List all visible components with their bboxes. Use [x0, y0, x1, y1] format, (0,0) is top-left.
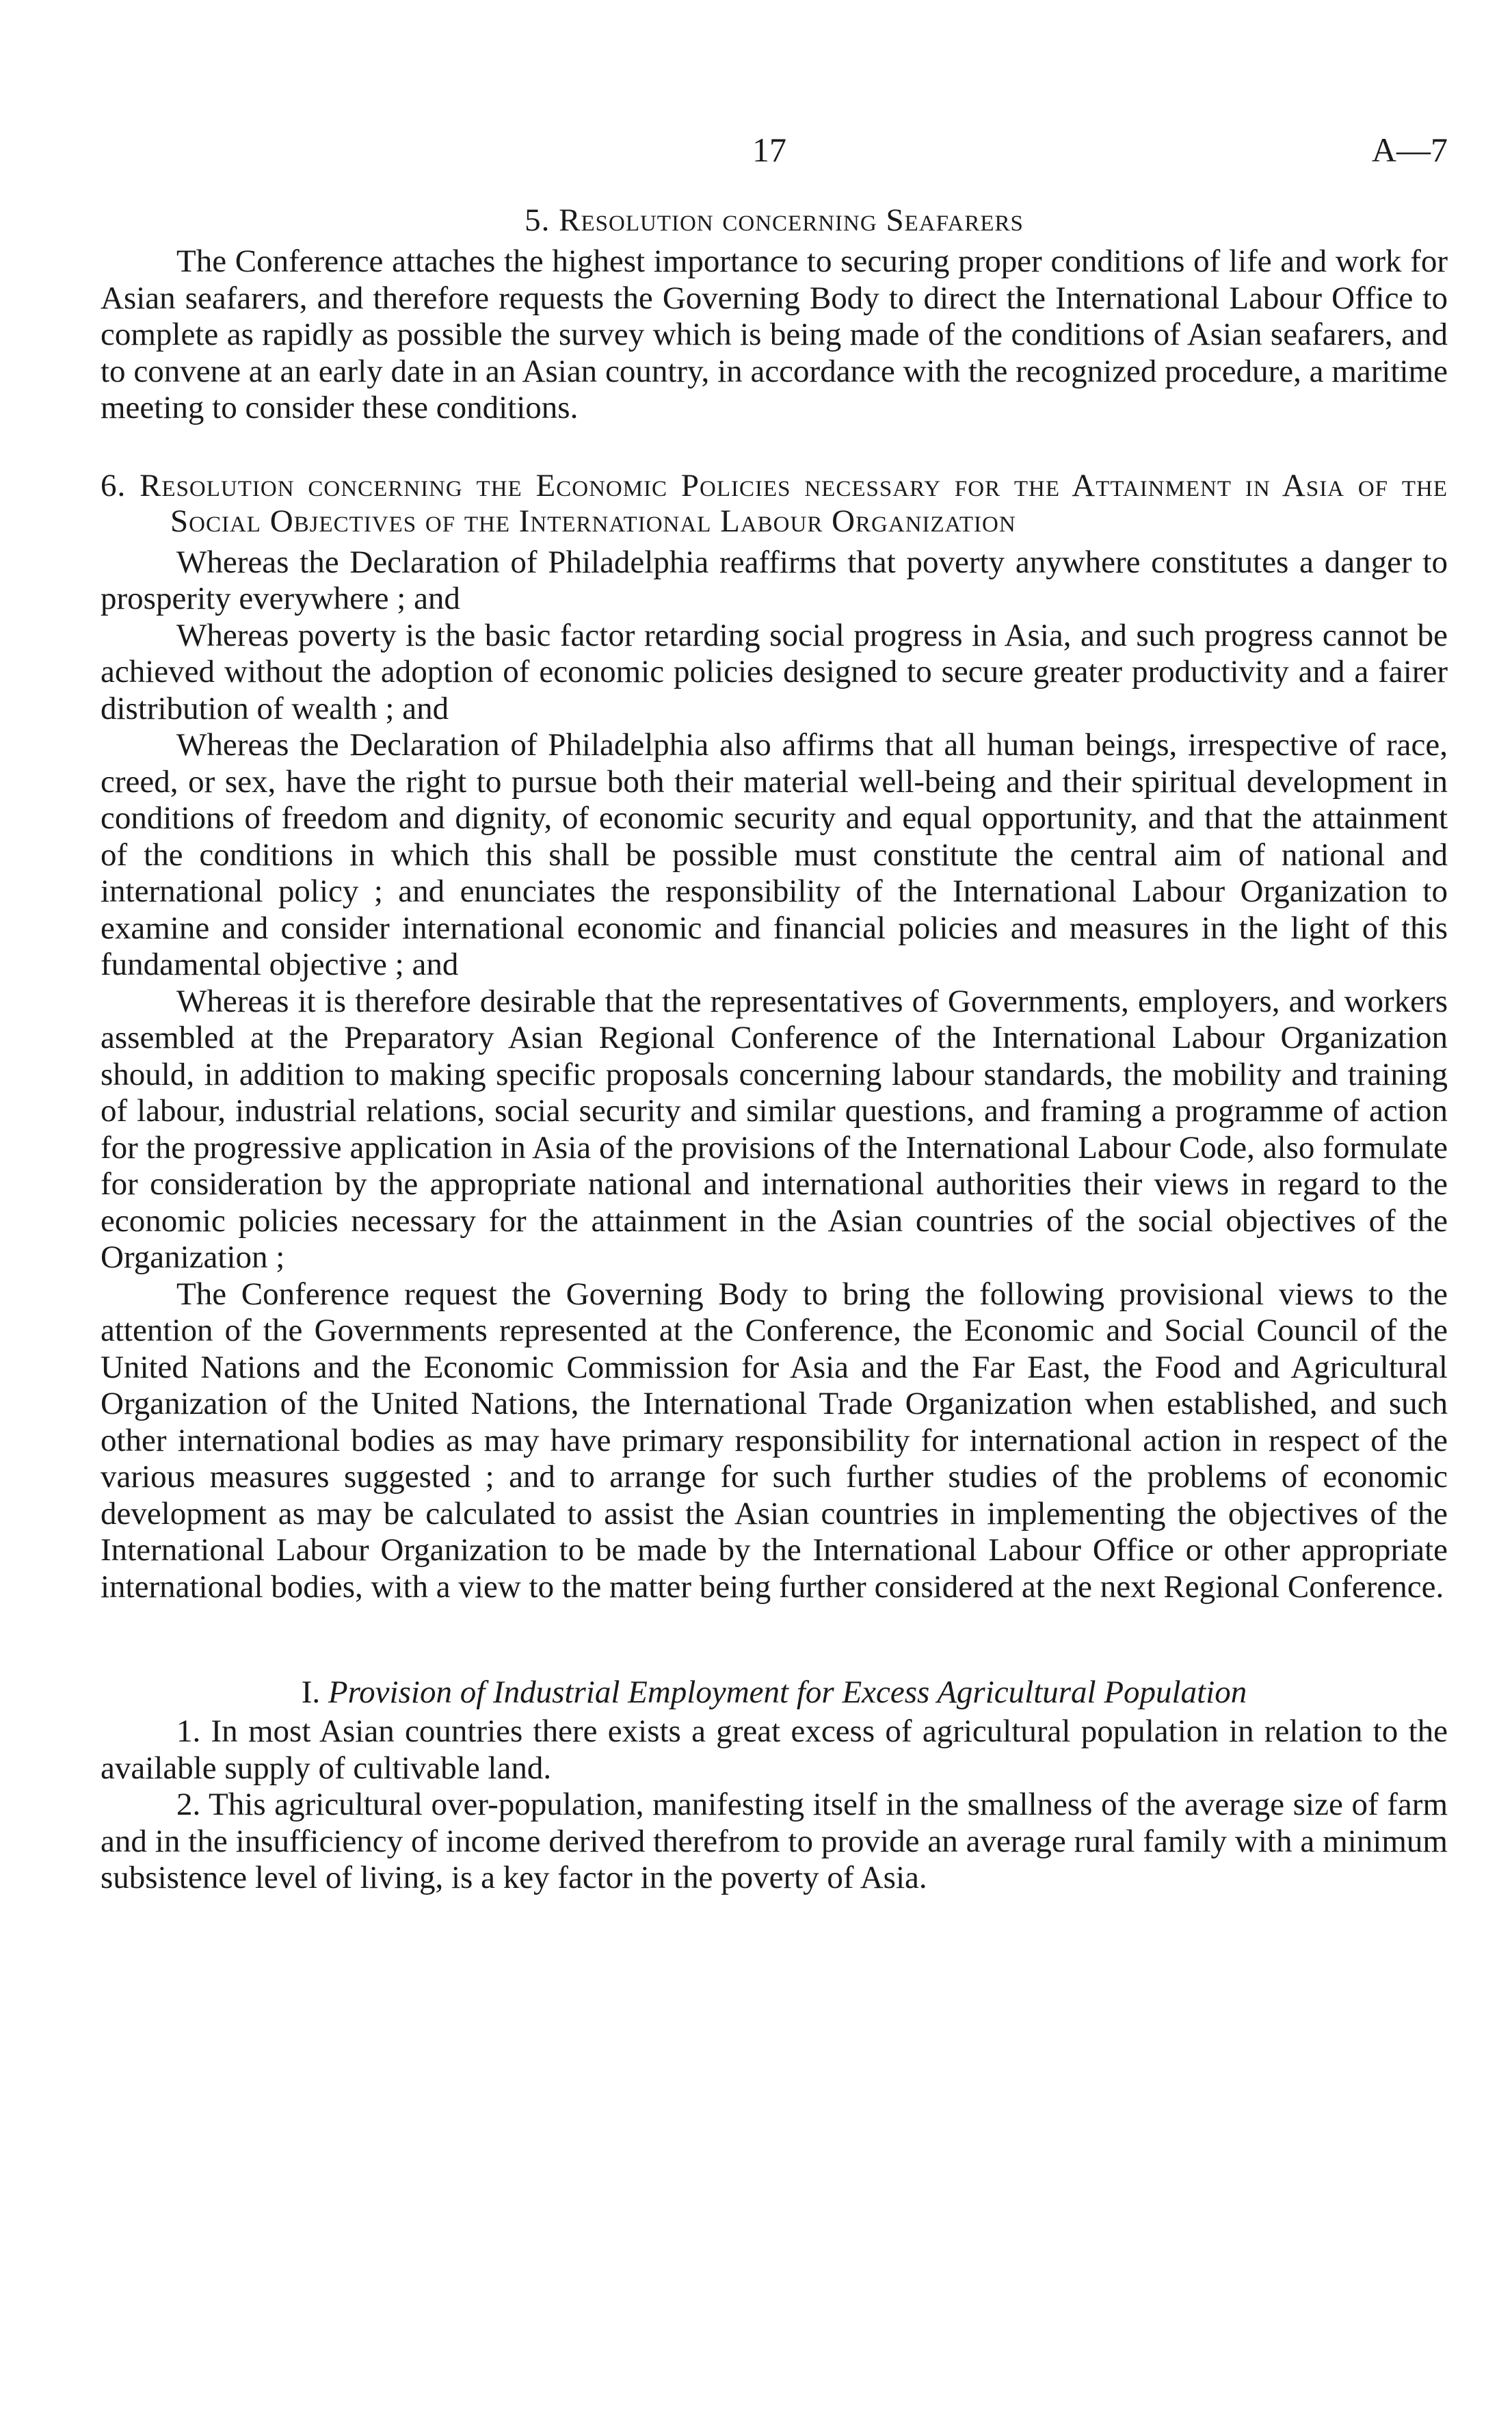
section-6-paragraph: Whereas poverty is the basic factor retarding social progress in Asia, and such progress cannot be achieved without the adoption of economic policies designed to secure greater productivity and a fairer distribution of wealth ; and: [101, 617, 1448, 726]
page-number: 17: [752, 131, 786, 169]
section-6-paragraph: Whereas the Declaration of Philadelphia also affirms that all human beings, irrespective of race, creed, or sex, have the right to pursue both their material well-being and their spiritual development in conditions of freedom and dignity, of economic security and equal opportunity, and that the attainment of the conditions in which this shall be possible must constitute the central aim of national and international policy ; and enunciates the responsibility of the International Labour Organization to examine and consider international economic and financial policies and measures in the light of this fundamental objective ; and: [101, 727, 1448, 982]
page-header: [101, 130, 1448, 178]
document-page: [101, 130, 1448, 1897]
section-6-title: 6. Resolution concerning the Economic Policies necessary for the Attainment in Asia of the Social Objectives of the International Labour Organization: [101, 467, 1448, 539]
subsection-title: Provision of Industrial Employment for Excess Agricultural Population: [328, 1674, 1247, 1710]
subsection-heading: [101, 1674, 1448, 1711]
section-6-paragraph: Whereas it is therefore desirable that the representatives of Governments, employers, and workers assembled at the Preparatory Asian Regional Conference of the International Labour Organization should, in addition to making specific proposals concerning labour standards, the mobility and training of labour, industrial relations, social security and similar questions, and framing a programme of action for the progressive application in Asia of the provisions of the International Labour Code, also formulate for consideration by the appropriate national and international authorities their views in regard to the economic policies necessary for the attainment in the Asian countries of the social objectives of the Organization ;: [101, 983, 1448, 1275]
document-reference: A—7: [1371, 131, 1448, 169]
section-6-paragraph: Whereas the Declaration of Philadelphia reaffirms that poverty anywhere constitutes a danger to prosperity everywhere ; and: [101, 544, 1448, 616]
subsection-paragraph: 2. This agricultural over-population, manifesting itself in the smallness of the average size of farm and in the insufficiency of income derived therefrom to provide an average rural family with a minimum subsistence level of living, is a key factor in the poverty of Asia.: [101, 1787, 1448, 1895]
section-5-paragraph: The Conference attaches the highest importance to securing proper conditions of life and work for Asian seafarers, and therefore requests the Governing Body to direct the International Labour Office to complete as rapidly as possible the survey which is being made of the conditions of Asian seafarers, and to convene at an early date in an Asian country, in accordance with the recognized procedure, a maritime meeting to consider these conditions.: [101, 244, 1448, 425]
section-6-paragraph: The Conference request the Governing Body to bring the following provisional views to the attention of the Governments represented at the Conference, the Economic and Social Council of the United Nations and the Economic Commission for Asia and the Far East, the Food and Agricultural Organization of the United Nations, the International Trade Organization when established, and such other international bodies as may have primary responsibility for international action in respect of the various measures suggested ; and to arrange for such further studies of the problems of economic development as may be calculated to assist the Asian countries in implementing the objectives of the International Labour Organization to be made by the International Labour Office or other appropriate international bodies, with a view to the matter being further considered at the next Regional Conference.: [101, 1276, 1448, 1605]
subsection-numeral: I.: [301, 1674, 321, 1710]
section-5-title: 5. Resolution concerning Seafarers: [525, 202, 1024, 238]
subsection-paragraph: 1. In most Asian countries there exists a great excess of agricultural population in relation to the available supply of cultivable land.: [101, 1713, 1448, 1786]
